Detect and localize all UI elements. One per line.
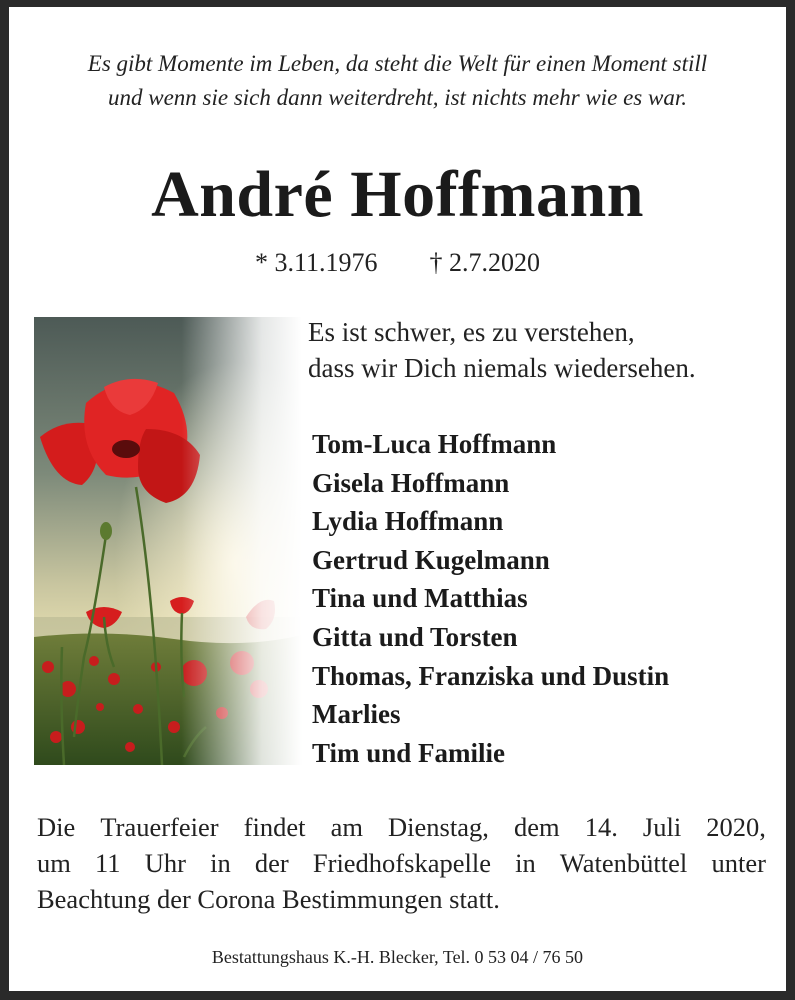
quote-line-2: und wenn sie sich dann weiterdreht, ist nichts mehr wie es war. xyxy=(107,85,687,110)
ceremony-word: 2020, xyxy=(706,812,766,842)
ceremony-word: findet xyxy=(243,812,306,842)
ceremony-word: Watenbüttel xyxy=(559,848,688,878)
quote-line-1: Es gibt Momente im Leben, da steht die Welt für einen Moment still xyxy=(87,51,708,76)
ceremony-word: der xyxy=(254,848,289,878)
funeral-home-info: Bestattungshaus K.-H. Blecker, Tel. 0 53 04 / 76 50 xyxy=(211,947,584,967)
death-date: † 2.7.2020 xyxy=(429,248,541,277)
ceremony-word: Trauerfeier xyxy=(100,812,219,842)
mourner-name: Thomas, Franziska und Dustin xyxy=(312,660,670,691)
ceremony-word: um xyxy=(37,848,71,878)
ceremony-word: unter xyxy=(711,848,766,878)
ceremony-word: Dienstag, xyxy=(388,812,489,842)
birth-date: * 3.11.1976 xyxy=(254,248,378,277)
obituary-notice xyxy=(9,7,786,991)
verse-line-1: Es ist schwer, es zu verstehen, xyxy=(308,317,635,347)
mourner-name: Gitta und Torsten xyxy=(312,621,518,652)
mourner-name: Tina und Matthias xyxy=(312,583,528,614)
life-dates xyxy=(9,245,786,281)
ceremony-word: am xyxy=(330,812,363,842)
ceremony-word: Friedhofskapelle xyxy=(312,848,491,878)
mourner-name: Tom-Luca Hoffmann xyxy=(312,429,557,459)
memorial-verse xyxy=(308,314,696,386)
ceremony-word: 14. xyxy=(584,812,618,842)
verse-line-2: dass wir Dich niemals wiedersehen. xyxy=(308,353,696,383)
ceremony-word: Juli xyxy=(642,812,682,842)
mourner-name: Marlies xyxy=(312,699,401,730)
ceremony-word: in xyxy=(210,848,231,878)
ceremony-word: 11 xyxy=(95,848,121,878)
poppy-field-image xyxy=(34,317,302,765)
mourner-name: Gertrud Kugelmann xyxy=(312,544,550,575)
deceased-name: André Hoffmann xyxy=(151,158,644,231)
mourner-name: Lydia Hoffmann xyxy=(312,506,504,537)
mourner-name: Gisela Hoffmann xyxy=(312,467,510,498)
ceremony-word: dem xyxy=(513,812,560,842)
ceremony-line-1 xyxy=(37,809,766,845)
mourners-list xyxy=(312,425,669,772)
ceremony-line-3: Beachtung der Corona Bestimmungen statt. xyxy=(37,884,500,914)
ceremony-word: Die xyxy=(37,812,76,842)
ceremony-announcement xyxy=(37,809,766,917)
ceremony-word: Uhr xyxy=(144,848,186,878)
opening-quote xyxy=(9,47,786,115)
mourner-name: Tim und Familie xyxy=(312,737,506,768)
ceremony-line-2 xyxy=(37,845,766,881)
ceremony-word: in xyxy=(515,848,536,878)
